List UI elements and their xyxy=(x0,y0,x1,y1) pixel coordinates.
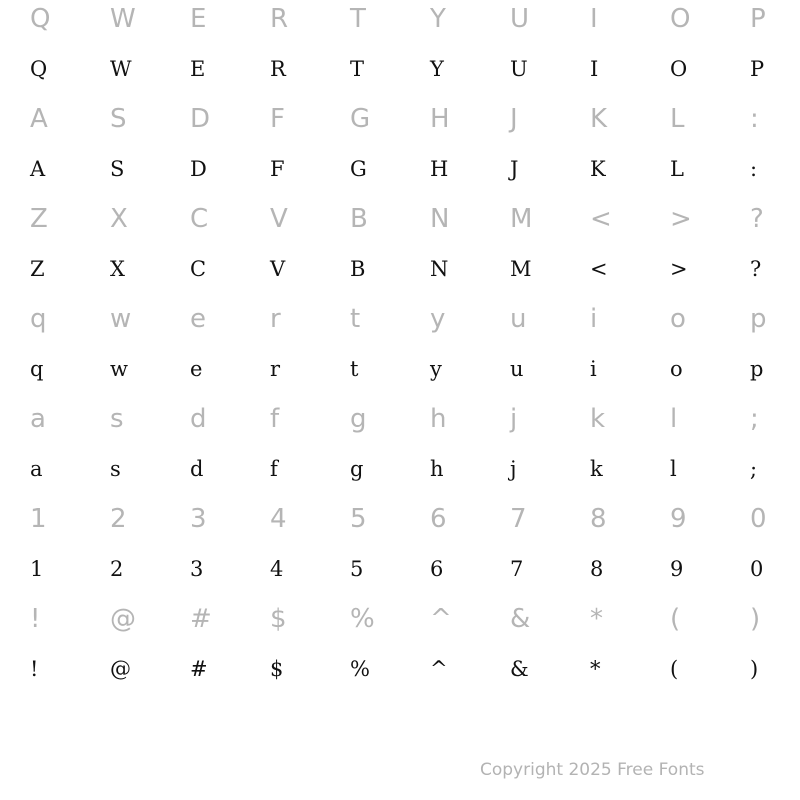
sample-glyph: F xyxy=(270,157,285,181)
reference-glyph: : xyxy=(750,104,759,134)
reference-glyph: k xyxy=(590,404,606,434)
reference-glyph: 4 xyxy=(270,504,287,534)
reference-glyph: % xyxy=(350,604,375,634)
sample-glyph: k xyxy=(590,457,603,481)
sample-glyph: C xyxy=(190,257,207,281)
sample-glyph: : xyxy=(750,157,758,181)
reference-glyph: F xyxy=(270,104,285,134)
sample-glyph-row xyxy=(0,144,800,194)
sample-glyph: V xyxy=(270,257,286,281)
sample-glyph: R xyxy=(270,57,286,81)
sample-glyph: Y xyxy=(430,57,444,81)
reference-glyph: P xyxy=(750,4,766,34)
reference-glyph: > xyxy=(670,204,692,234)
sample-glyph: K xyxy=(590,157,606,181)
reference-glyph: O xyxy=(670,4,691,34)
sample-glyph: W xyxy=(110,57,132,81)
reference-glyph-row xyxy=(0,0,800,44)
reference-glyph: e xyxy=(190,304,206,334)
sample-glyph: % xyxy=(350,657,370,681)
reference-glyph: V xyxy=(270,204,288,234)
reference-glyph: 0 xyxy=(750,504,767,534)
reference-glyph: 9 xyxy=(670,504,687,534)
sample-glyph: ? xyxy=(750,257,762,281)
sample-glyph: u xyxy=(510,357,524,381)
reference-glyph-row xyxy=(0,394,800,444)
reference-glyph: Y xyxy=(430,4,446,34)
sample-glyph: E xyxy=(190,57,206,81)
sample-glyph: G xyxy=(350,157,367,181)
sample-glyph: 2 xyxy=(110,557,124,581)
reference-glyph: r xyxy=(270,304,281,334)
reference-glyph: 6 xyxy=(430,504,447,534)
sample-glyph: f xyxy=(270,457,278,481)
reference-glyph: ; xyxy=(750,404,759,434)
sample-glyph: j xyxy=(510,457,517,481)
reference-glyph: ) xyxy=(750,604,761,634)
sample-glyph: ! xyxy=(30,657,39,681)
reference-glyph-row xyxy=(0,94,800,144)
sample-glyph: i xyxy=(590,357,597,381)
sample-glyph: P xyxy=(750,57,765,81)
sample-glyph: ( xyxy=(670,657,679,681)
reference-glyph: s xyxy=(110,404,124,434)
reference-glyph: l xyxy=(670,404,678,434)
sample-glyph: d xyxy=(190,457,204,481)
sample-glyph: 7 xyxy=(510,557,524,581)
reference-glyph: f xyxy=(270,404,280,434)
copyright-footer: Copyright 2025 Free Fonts xyxy=(480,760,705,780)
reference-glyph-row xyxy=(0,594,800,644)
reference-glyph-row xyxy=(0,494,800,544)
reference-glyph: j xyxy=(510,404,518,434)
sample-glyph: L xyxy=(670,157,684,181)
sample-glyph: q xyxy=(30,357,44,381)
sample-glyph: J xyxy=(510,157,519,181)
reference-glyph: y xyxy=(430,304,446,334)
reference-glyph: ( xyxy=(670,604,681,634)
reference-glyph: I xyxy=(590,4,598,34)
reference-glyph: q xyxy=(30,304,47,334)
reference-glyph: < xyxy=(590,204,612,234)
reference-glyph: & xyxy=(510,604,531,634)
sample-glyph: o xyxy=(670,357,683,381)
sample-glyph: H xyxy=(430,157,449,181)
sample-glyph: A xyxy=(30,157,46,181)
sample-glyph: D xyxy=(190,157,207,181)
reference-glyph-row xyxy=(0,194,800,244)
sample-glyph: Q xyxy=(30,57,48,81)
reference-glyph: Z xyxy=(30,204,48,234)
reference-glyph: p xyxy=(750,304,767,334)
sample-glyph: 8 xyxy=(590,557,604,581)
sample-glyph: M xyxy=(510,257,532,281)
reference-glyph: 3 xyxy=(190,504,207,534)
reference-glyph: 7 xyxy=(510,504,527,534)
reference-glyph: @ xyxy=(110,604,136,634)
reference-glyph: T xyxy=(350,4,366,34)
sample-glyph: Z xyxy=(30,257,45,281)
sample-glyph: X xyxy=(110,257,125,281)
reference-glyph: 5 xyxy=(350,504,367,534)
sample-glyph: 6 xyxy=(430,557,444,581)
reference-glyph: $ xyxy=(270,604,287,634)
sample-glyph-row xyxy=(0,444,800,494)
reference-glyph: H xyxy=(430,104,450,134)
sample-glyph: O xyxy=(670,57,688,81)
reference-glyph: i xyxy=(590,304,598,334)
reference-glyph: B xyxy=(350,204,368,234)
sample-glyph: a xyxy=(30,457,43,481)
sample-glyph: t xyxy=(350,357,359,381)
reference-glyph: N xyxy=(430,204,450,234)
sample-glyph: @ xyxy=(110,657,131,681)
sample-glyph: < xyxy=(590,257,608,281)
reference-glyph: X xyxy=(110,204,128,234)
reference-glyph: K xyxy=(590,104,608,134)
sample-glyph: h xyxy=(430,457,444,481)
sample-glyph: g xyxy=(350,457,364,481)
reference-glyph: 8 xyxy=(590,504,607,534)
sample-glyph: T xyxy=(350,57,365,81)
sample-glyph: I xyxy=(590,57,599,81)
reference-glyph: h xyxy=(430,404,447,434)
reference-glyph: t xyxy=(350,304,361,334)
reference-glyph: 2 xyxy=(110,504,127,534)
reference-glyph: g xyxy=(350,404,367,434)
sample-glyph: & xyxy=(510,657,529,681)
sample-glyph: r xyxy=(270,357,281,381)
reference-glyph: D xyxy=(190,104,211,134)
reference-glyph: a xyxy=(30,404,46,434)
sample-glyph: y xyxy=(430,357,442,381)
sample-glyph: 4 xyxy=(270,557,284,581)
reference-glyph: G xyxy=(350,104,371,134)
sample-glyph: 3 xyxy=(190,557,204,581)
sample-glyph-row xyxy=(0,244,800,294)
sample-glyph: U xyxy=(510,57,528,81)
reference-glyph: S xyxy=(110,104,127,134)
sample-glyph: s xyxy=(110,457,121,481)
sample-glyph: B xyxy=(350,257,366,281)
sample-glyph: l xyxy=(670,457,677,481)
sample-glyph: * xyxy=(590,657,601,681)
sample-glyph: ; xyxy=(750,457,758,481)
reference-glyph: * xyxy=(590,604,603,634)
reference-glyph: ! xyxy=(30,604,41,634)
reference-glyph-row xyxy=(0,294,800,344)
reference-glyph: U xyxy=(510,4,530,34)
reference-glyph: E xyxy=(190,4,207,34)
reference-glyph: W xyxy=(110,4,136,34)
sample-glyph-row xyxy=(0,644,800,694)
sample-glyph: 1 xyxy=(30,557,44,581)
reference-glyph: M xyxy=(510,204,533,234)
sample-glyph-row xyxy=(0,44,800,94)
reference-glyph: J xyxy=(510,104,518,134)
reference-glyph: # xyxy=(190,604,212,634)
reference-glyph: ^ xyxy=(430,604,452,634)
reference-glyph: Q xyxy=(30,4,51,34)
sample-glyph: 5 xyxy=(350,557,364,581)
sample-glyph: # xyxy=(190,657,208,681)
reference-glyph: d xyxy=(190,404,207,434)
reference-glyph: u xyxy=(510,304,527,334)
sample-glyph: e xyxy=(190,357,203,381)
reference-glyph: 1 xyxy=(30,504,47,534)
sample-glyph: > xyxy=(670,257,688,281)
reference-glyph: L xyxy=(670,104,685,134)
sample-glyph: w xyxy=(110,357,128,381)
reference-glyph: C xyxy=(190,204,209,234)
sample-glyph: $ xyxy=(270,657,284,681)
sample-glyph: ) xyxy=(750,657,759,681)
reference-glyph: R xyxy=(270,4,289,34)
sample-glyph: 9 xyxy=(670,557,684,581)
reference-glyph: ? xyxy=(750,204,764,234)
reference-glyph: o xyxy=(670,304,686,334)
sample-glyph: S xyxy=(110,157,125,181)
sample-glyph: ^ xyxy=(430,657,448,681)
reference-glyph: w xyxy=(110,304,132,334)
sample-glyph-row xyxy=(0,344,800,394)
sample-glyph: N xyxy=(430,257,449,281)
reference-glyph: A xyxy=(30,104,48,134)
sample-glyph-row xyxy=(0,544,800,594)
sample-glyph: p xyxy=(750,357,764,381)
sample-glyph: 0 xyxy=(750,557,764,581)
